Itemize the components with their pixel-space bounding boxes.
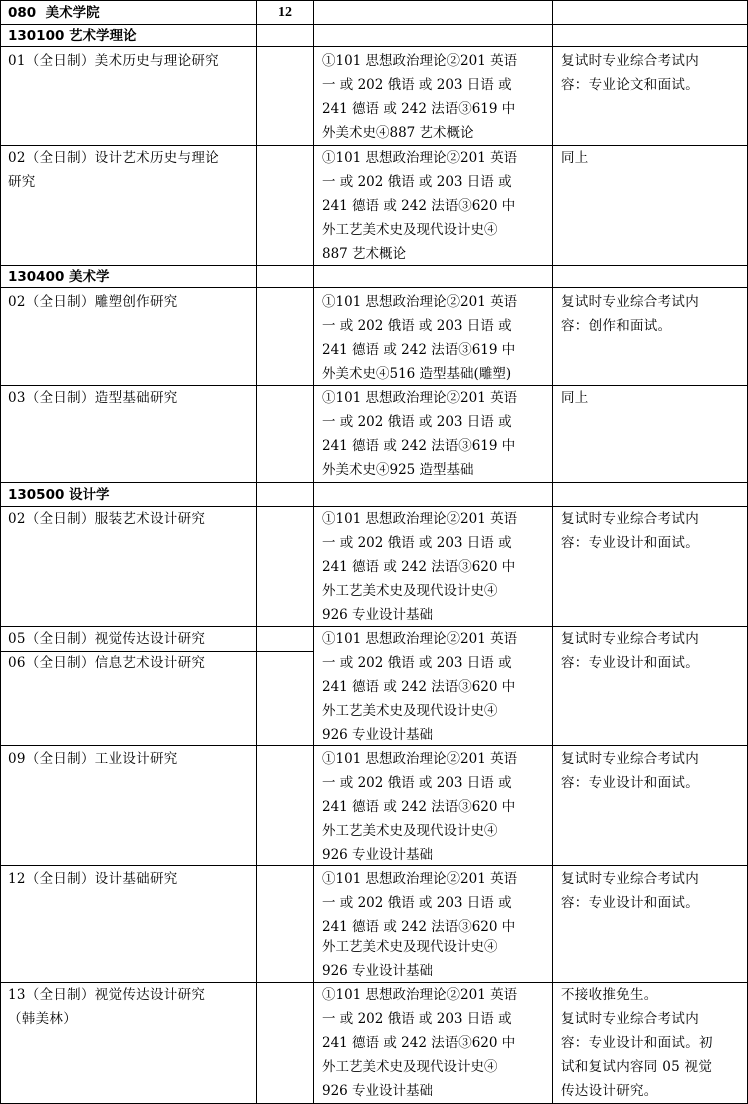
row-divider	[0, 482, 748, 483]
note-line: 容：专业设计和面试。初	[561, 1035, 713, 1051]
section-title: 130100 艺术学理论	[8, 28, 137, 44]
exam-line: 外工艺美术史及现代设计史④	[322, 703, 498, 719]
exam-line: 一 或 202 俄语 或 203 日语 或	[322, 655, 512, 671]
exam-line: 241 德语 或 242 法语③620 中	[322, 559, 516, 575]
note-line: 试和复试内容同 05 视觉	[561, 1059, 713, 1075]
exam-line: ①101 思想政治理论②201 英语	[322, 631, 518, 647]
direction-text: 09（全日制）工业设计研究	[8, 751, 178, 767]
column-divider	[313, 0, 314, 1104]
note-line: 容：专业设计和面试。	[561, 895, 699, 911]
exam-line: 一 或 202 俄语 或 203 日语 或	[322, 1011, 512, 1027]
note-line: 同上	[561, 390, 589, 406]
note-line: 传达设计研究。	[561, 1083, 658, 1099]
direction-text: 12（全日制）设计基础研究	[8, 871, 178, 887]
section-title: 130500 设计学	[8, 487, 110, 503]
exam-line: 241 德语 或 242 法语③620 中	[322, 198, 516, 214]
exam-line: 926 专业设计基础	[322, 727, 434, 743]
exam-line: 一 或 202 俄语 或 203 日语 或	[322, 414, 512, 430]
exam-line: 887 艺术概论	[322, 246, 407, 262]
exam-line: 926 专业设计基础	[322, 1083, 434, 1099]
exam-line: 926 专业设计基础	[322, 963, 434, 979]
exam-line: 241 德语 或 242 法语③620 中	[322, 1035, 516, 1051]
exam-line: 一 或 202 俄语 或 203 日语 或	[322, 174, 512, 190]
direction-text: 05（全日制）视觉传达设计研究	[8, 631, 206, 647]
exam-line: ①101 思想政治理论②201 英语	[322, 987, 518, 1003]
direction-text: 01（全日制）美术历史与理论研究	[8, 53, 219, 69]
exam-line: 926 专业设计基础	[322, 607, 434, 623]
exam-line: 926 专业设计基础	[322, 847, 434, 863]
note-line: 复试时专业综合考试内	[561, 871, 699, 887]
quota-count: 12	[278, 5, 292, 20]
column-divider	[256, 0, 257, 1104]
table-border-left	[0, 0, 1, 1104]
note-line: 容：专业设计和面试。	[561, 655, 699, 671]
exam-line: ①101 思想政治理论②201 英语	[322, 871, 518, 887]
exam-line: 外工艺美术史及现代设计史④	[322, 222, 498, 238]
column-divider	[552, 0, 553, 1104]
exam-line: 241 德语 或 242 法语③620 中	[322, 679, 516, 695]
note-line: 同上	[561, 150, 589, 166]
direction-text: 02（全日制）雕塑创作研究	[8, 294, 178, 310]
note-line: 容：创作和面试。	[561, 318, 672, 334]
direction-text: 研究	[8, 174, 36, 190]
direction-text: 02（全日制）设计艺术历史与理论	[8, 150, 219, 166]
exam-line: 外工艺美术史及现代设计史④	[322, 1059, 498, 1075]
exam-line: 241 德语 或 242 法语③620 中	[322, 799, 516, 815]
exam-line: 一 或 202 俄语 或 203 日语 或	[322, 535, 512, 551]
note-line: 容：专业设计和面试。	[561, 775, 699, 791]
row-divider	[0, 287, 748, 288]
school-name: 080 美术学院	[8, 5, 100, 21]
exam-line: 一 或 202 俄语 或 203 日语 或	[322, 77, 512, 93]
note-line: 复试时专业综合考试内	[561, 1011, 699, 1027]
exam-line: ①101 思想政治理论②201 英语	[322, 390, 518, 406]
exam-line: 241 德语 或 242 法语③619 中	[322, 101, 516, 117]
note-line: 复试时专业综合考试内	[561, 294, 699, 310]
direction-text: 02（全日制）服装艺术设计研究	[8, 511, 206, 527]
exam-line: 外美术史④887 艺术概论	[322, 125, 474, 141]
exam-line: 外工艺美术史及现代设计史④	[322, 583, 498, 599]
note-line: 容：专业论文和面试。	[561, 77, 699, 93]
note-line: 复试时专业综合考试内	[561, 511, 699, 527]
note-line: 复试时专业综合考试内	[561, 631, 699, 647]
exam-line: 241 德语 或 242 法语③619 中	[322, 438, 516, 454]
exam-line: ①101 思想政治理论②201 英语	[322, 53, 518, 69]
note-line: 不接收推免生。	[561, 987, 658, 1003]
note-line: 复试时专业综合考试内	[561, 53, 699, 69]
exam-line: 外工艺美术史及现代设计史④	[322, 823, 498, 839]
note-line: 容：专业设计和面试。	[561, 535, 699, 551]
exam-line: 一 或 202 俄语 或 203 日语 或	[322, 895, 512, 911]
note-line: 复试时专业综合考试内	[561, 751, 699, 767]
exam-line: 外美术史④516 造型基础(雕塑)	[322, 366, 512, 382]
section-title: 130400 美术学	[8, 269, 110, 285]
exam-line: ①101 思想政治理论②201 英语	[322, 511, 518, 527]
exam-line: 一 或 202 俄语 或 203 日语 或	[322, 775, 512, 791]
direction-text: 06（全日制）信息艺术设计研究	[8, 655, 206, 671]
exam-line: 241 德语 或 242 法语③620 中	[322, 919, 516, 935]
exam-line: 241 德语 或 242 法语③619 中	[322, 342, 516, 358]
direction-text: 13（全日制）视觉传达设计研究	[8, 987, 206, 1003]
exam-line: 外工艺美术史及现代设计史④	[322, 939, 498, 955]
exam-line: 一 或 202 俄语 或 203 日语 或	[322, 318, 512, 334]
exam-line: ①101 思想政治理论②201 英语	[322, 751, 518, 767]
exam-line: 外美术史④925 造型基础	[322, 462, 474, 478]
direction-text: （韩美林）	[8, 1011, 77, 1027]
exam-line: ①101 思想政治理论②201 英语	[322, 150, 518, 166]
row-divider	[0, 0, 748, 1]
exam-line: ①101 思想政治理论②201 英语	[322, 294, 518, 310]
direction-text: 03（全日制）造型基础研究	[8, 390, 178, 406]
